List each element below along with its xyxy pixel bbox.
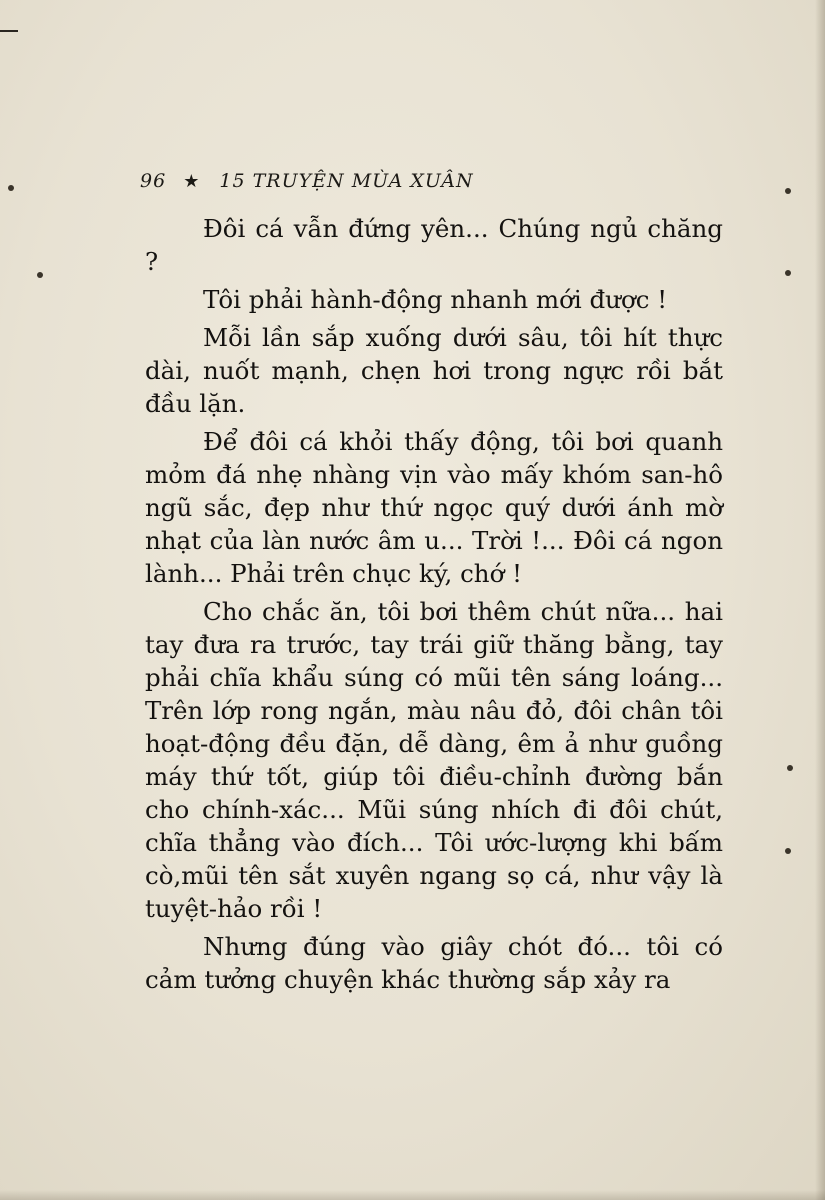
binding-hole <box>787 765 793 771</box>
running-header <box>140 170 474 192</box>
paragraph: Tôi phải hành-động nhanh mới được ! <box>203 285 668 314</box>
binding-hole <box>785 188 791 194</box>
paragraph: Mỗi lần sắp xuống dưới sâu, tôi hít thực dài, nuốt mạnh, chẹn hơi trong ngực rồi bắt đầu lặn. <box>145 323 723 418</box>
page-number: 96 <box>140 170 167 192</box>
paragraph: Đôi cá vẫn đứng yên... Chúng ngủ chăng ? <box>145 214 723 276</box>
book-title: 15 TRUYỆN MÙA XUÂN <box>219 170 474 192</box>
paragraph: Để đôi cá khỏi thấy động, tôi bơi quanh mỏm đá nhẹ nhàng vịn vào mấy khóm san-hô ngũ sắc, đẹp như thứ ngọc quý dưới ánh mờ nhạt của làn nước âm u... Trời !... Đôi cá ngon lành... Phải trên chục ký, chớ ! <box>145 427 723 588</box>
paragraph: Nhưng đúng vào giây chót đó... tôi có cảm tưởng chuyện khác thường sắp xảy ra <box>145 932 723 994</box>
page-bottom-shadow <box>0 1190 825 1200</box>
body-text <box>145 212 723 1001</box>
binding-hole <box>37 272 43 278</box>
paragraph: Cho chắc ăn, tôi bơi thêm chút nữa... hai tay đưa ra trước, tay trái giữ thăng bằng, tay phải chĩa khẩu súng có mũi tên sáng loáng... Trên lớp rong ngắn, màu nâu đỏ, đôi chân tôi hoạt-động đều đặn, dễ dàng, êm ả như guồng máy thứ tốt, giúp tôi điều-chỉnh đường bắn cho chính-xác... Mũi súng nhích đi đôi chút, chĩa thẳng vào đích... Tôi ước-lượng khi bấm cò,mũi tên sắt xuyên ngang sọ cá, như vậy là tuyệt-hảo rồi ! <box>145 597 723 923</box>
binding-hole <box>8 185 14 191</box>
page-edge-shadow <box>815 0 825 1200</box>
binding-hole <box>785 270 791 276</box>
corner-mark <box>0 30 18 32</box>
star-icon: ★ <box>183 171 201 192</box>
binding-hole <box>785 848 791 854</box>
